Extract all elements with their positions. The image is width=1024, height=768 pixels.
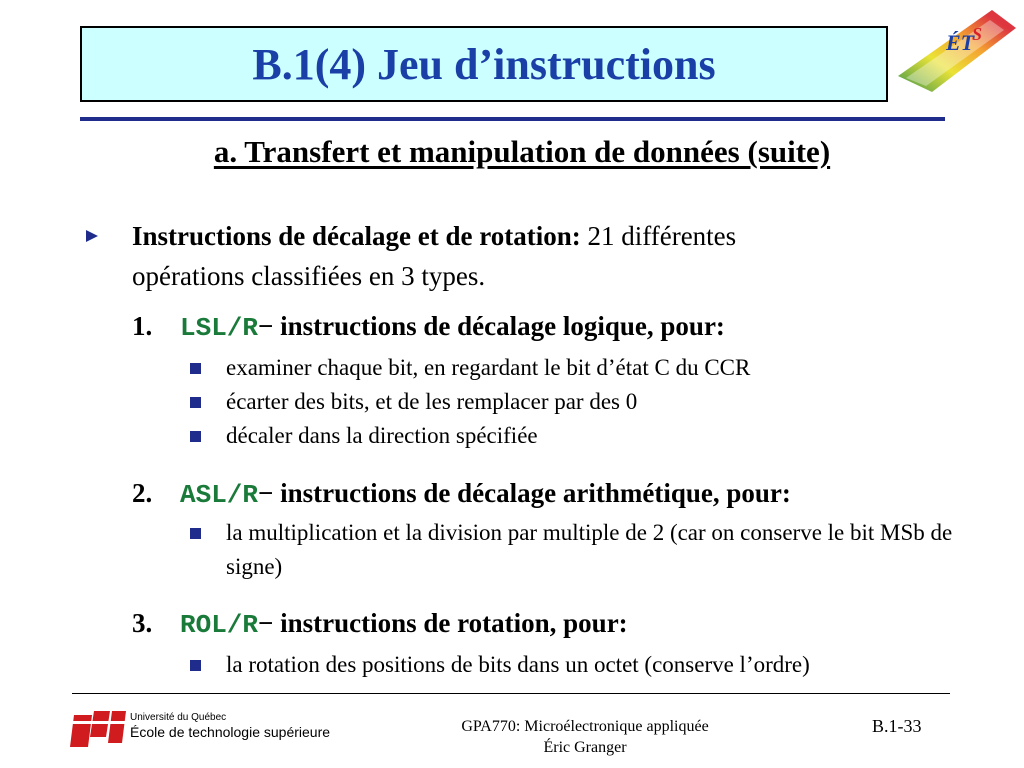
ets-logo — [892, 6, 1020, 102]
sub-item: écarter des bits, et de les remplacer par des 0 — [226, 389, 638, 414]
sub-item: la multiplication et la division par multiple de 2 (car on conserve le bit MSb de signe) — [226, 520, 953, 579]
svg-text:S: S — [972, 24, 983, 44]
square-bullet-icon — [190, 363, 201, 374]
item-label: − instructions de décalage arithmétique, pour: — [258, 478, 791, 508]
svg-text:ÉT: ÉT — [946, 30, 975, 55]
course-info — [420, 716, 750, 758]
item-number: 3. — [132, 608, 153, 638]
list-item-lsl — [132, 311, 725, 343]
course-title: GPA770: Microélectronique appliquée — [461, 718, 709, 735]
sub-item: examiner chaque bit, en regardant le bit d’état C du CCR — [226, 355, 751, 380]
page-number: B.1-33 — [872, 716, 922, 736]
sub-item: décaler dans la direction spécifiée — [226, 423, 538, 448]
arrow-bullet-icon — [86, 230, 98, 242]
square-bullet-icon — [190, 431, 201, 442]
item-code: LSL/R — [180, 313, 259, 343]
square-bullet-icon — [190, 528, 201, 539]
list-item-rol — [132, 608, 628, 640]
square-bullet-icon — [190, 397, 201, 408]
footer-divider — [72, 693, 950, 694]
title-divider — [80, 117, 945, 121]
item-code: ROL/R — [180, 610, 259, 640]
intro-rest-2: opérations classifiées en 3 types. — [132, 261, 486, 291]
square-bullet-icon — [190, 660, 201, 671]
item-label: − instructions de rotation, pour: — [258, 608, 628, 638]
intro-bold: Instructions de décalage et de rotation: — [132, 221, 581, 251]
ets-name: École de technologie supérieure — [130, 724, 331, 740]
uq-name: Université du Québec — [130, 712, 227, 723]
item-label: − instructions de décalage logique, pour: — [258, 311, 725, 341]
sub-item: la rotation des positions de bits dans un octet (conserve l’ordre) — [226, 652, 810, 677]
uq-logo — [70, 707, 126, 751]
instructor-name: Éric Granger — [543, 739, 627, 756]
slide-title: B.1(4) Jeu d’instructions — [252, 39, 716, 89]
title-box — [80, 26, 888, 102]
intro-rest-1: 21 différentes — [580, 221, 737, 251]
slide-subtitle: a. Transfert et manipulation de données (suite) — [213, 134, 831, 169]
intro-text — [132, 216, 932, 296]
item-number: 2. — [132, 478, 153, 508]
item-number: 1. — [132, 311, 153, 341]
item-code: ASL/R — [180, 480, 259, 510]
list-item-asl — [132, 478, 791, 510]
